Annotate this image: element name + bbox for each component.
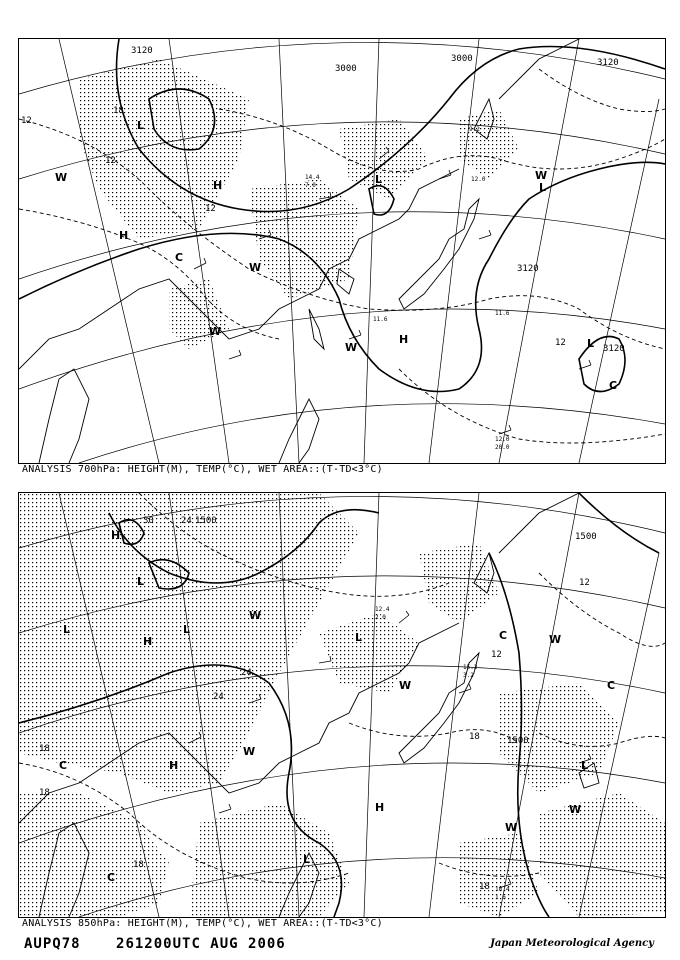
temp-label: 24 [213,692,224,702]
center-marker: L [137,119,145,132]
height-label: 1500 [575,532,597,542]
station-plot: 18.4 [495,886,510,893]
height-label: 3000 [335,64,357,74]
center-marker: W [505,821,518,834]
center-marker: W [345,341,358,354]
center-marker: H [399,333,409,346]
center-marker: L [183,623,191,636]
station-plot: 20.0 [495,444,510,451]
wet-areas [79,59,519,349]
center-marker: H [213,179,223,192]
temp-label: 12 [491,650,502,660]
center-marker: W [549,633,562,646]
station-plot: 11.6 [495,310,510,317]
temp-label: 12 [555,338,566,348]
center-marker: H [119,229,129,242]
weather-map-850hpa [19,493,665,917]
station-plot: 7.0 [305,182,316,189]
station-plot: 11.6 [373,316,388,323]
temp-label: 12 [21,116,32,126]
temp-label: 12 [105,156,116,166]
center-marker: L [539,181,547,194]
center-marker: H [111,529,121,542]
center-marker: L [375,173,383,186]
station-plot: 9.2 [469,126,480,133]
height-label: 3000 [451,54,473,64]
center-marker: L [137,575,145,588]
chart-datetime: 261200UTC AUG 2006 [116,936,286,952]
station-plot: 2.0 [375,614,386,621]
chart-identifier [24,936,312,952]
temp-label: 18 [39,788,50,798]
map-panel-850hpa [18,492,666,918]
center-marker: W [569,803,582,816]
center-marker: W [55,171,68,184]
temp-label: 18 [133,860,144,870]
chart-id: AUPQ78 [24,936,81,952]
center-marker: L [587,337,595,350]
center-marker: W [243,745,256,758]
station-plot: 15.2 [463,664,478,671]
temp-label: 18 [39,744,50,754]
map-panel-700hpa [18,38,666,464]
center-marker: W [209,325,222,338]
height-label: 1500 [507,736,529,746]
center-marker: W [249,609,262,622]
center-marker: L [355,631,363,644]
center-marker: C [107,871,116,884]
height-label: 3120 [131,46,153,56]
weather-map-700hpa [19,39,665,463]
center-marker: W [535,169,548,182]
agency-credit: Japan Meteorological Agency [490,938,654,949]
center-marker: L [303,853,311,866]
caption-850hpa: ANALYSIS 850hPa: HEIGHT(M), TEMP(°C), WET AREA::(T-TD<3°C) [22,918,383,929]
center-marker: L [63,623,71,636]
center-marker: W [399,679,412,692]
caption-700hpa: ANALYSIS 700hPa: HEIGHT(M), TEMP(°C), WET AREA::(T-TD<3°C) [22,464,383,475]
temp-label: 24 [241,668,252,678]
temp-label: 18 [469,732,480,742]
center-marker: W [249,261,262,274]
center-marker: H [375,801,385,814]
center-marker: C [609,379,618,392]
wet-areas [19,493,665,917]
height-label: 3120 [517,264,539,274]
station-plot: 1.6 [495,894,506,901]
height-label: 3120 [597,58,619,68]
center-marker: C [59,759,68,772]
temp-label: 18 [113,106,124,116]
center-marker: H [143,635,153,648]
center-marker: C [499,629,508,642]
center-marker: H [169,759,179,772]
height-label: 1500 [195,516,217,526]
station-plot: 14.4 [305,174,320,181]
temp-label: 12 [579,578,590,588]
height-label: 3120 [603,344,625,354]
center-marker: C [175,251,184,264]
center-marker: L [581,759,589,772]
station-plot: 12.0 [471,176,486,183]
temp-label: 24 [181,516,192,526]
temp-label: 18 [479,882,490,892]
station-plot: 12.0 [495,436,510,443]
temp-label: 30 [143,516,154,526]
temp-label: 12 [205,204,216,214]
station-plot: 3.2 [463,672,474,679]
center-marker: C [607,679,616,692]
station-plot: 12.4 [375,606,390,613]
